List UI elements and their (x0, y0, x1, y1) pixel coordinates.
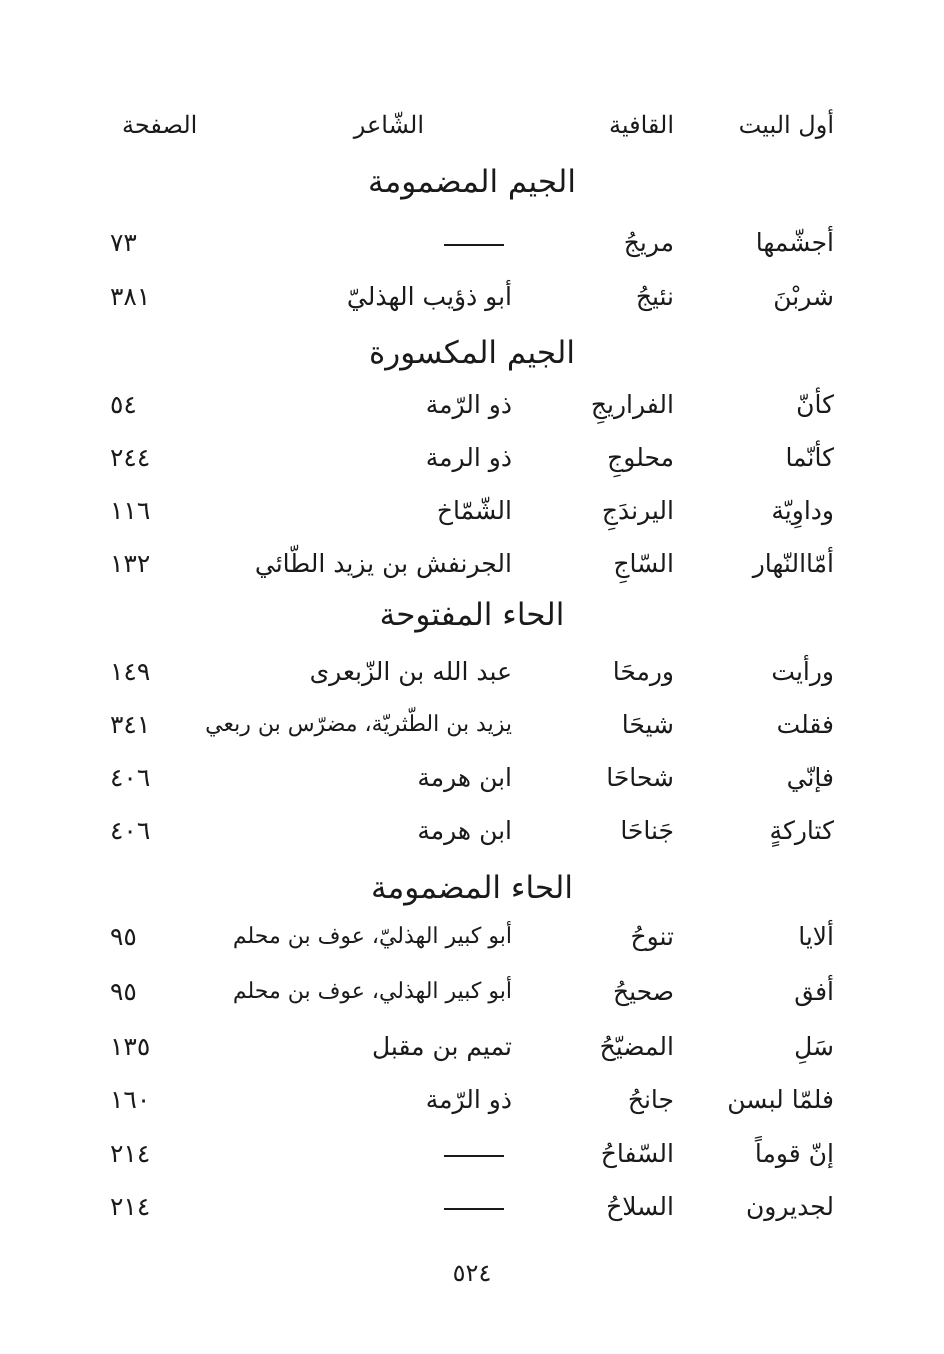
row-rhyme: شيحَا (621, 710, 674, 739)
row-rhyme: السلاحُ (606, 1192, 674, 1221)
row-page: ٩٥ (110, 977, 137, 1006)
table-row (0, 1083, 944, 1123)
row-page: ٢٤٤ (110, 443, 151, 472)
row-rhyme: مريجُ (623, 228, 674, 257)
row-page: ١١٦ (110, 496, 151, 525)
row-poet: ابن هرمة (417, 816, 512, 845)
section-title: الحاء المضمومة (371, 870, 573, 906)
row-rhyme: صحيحُ (612, 977, 674, 1006)
table-row (0, 494, 944, 534)
row-start: سَلِ (794, 1032, 834, 1061)
table-row (0, 975, 944, 1015)
row-rhyme: الفراريجِ (590, 390, 674, 419)
column-headers (0, 108, 944, 144)
header-rhyme: القافية (608, 111, 674, 139)
row-start: كأنّما (785, 443, 834, 472)
table-row (0, 814, 944, 854)
blank-dash (444, 1155, 504, 1157)
section-title: الحاء المفتوحة (379, 597, 565, 633)
row-page: ٩٥ (110, 922, 137, 951)
row-start: أمّاالنّهار (752, 549, 834, 578)
row-poet: الجرنفش بن يزيد الطّائي (254, 549, 512, 578)
row-page: ٣٤١ (110, 710, 151, 739)
table-row (0, 280, 944, 320)
section-title: الجيم المضمومة (368, 164, 576, 200)
table-row (0, 920, 944, 960)
row-rhyme: شحاحَا (606, 763, 674, 792)
table-row (0, 547, 944, 587)
row-page: ٧٣ (110, 228, 137, 257)
blank-dash (444, 1208, 504, 1210)
row-page: ٥٤ (110, 390, 137, 419)
row-poet: الشّمّاخ (436, 496, 512, 525)
row-poet-blank (212, 1137, 512, 1171)
row-start: ألايا (798, 922, 834, 951)
table-row (0, 1190, 944, 1230)
row-poet: عبد الله بن الزّبعرى (309, 657, 512, 686)
row-poet: أبو كبير الهذليّ، عوف بن محلم (232, 924, 512, 949)
row-page: ١٦٠ (110, 1085, 151, 1114)
header-poet: الشّاعر (353, 111, 424, 139)
row-start: كأنّ (796, 390, 834, 419)
row-start: فلمّا لبسن (727, 1085, 834, 1114)
table-row (0, 761, 944, 801)
row-start: فقلت (776, 710, 834, 739)
table-row (0, 1030, 944, 1070)
table-row (0, 226, 944, 266)
table-row (0, 1137, 944, 1177)
row-rhyme: المضيّحُ (599, 1032, 674, 1061)
row-rhyme: السّاجِ (613, 549, 674, 578)
table-row (0, 441, 944, 481)
row-poet: ذو الرمة (425, 443, 512, 472)
page-number: ٥٢٤ (452, 1259, 492, 1287)
row-poet: ذو الرّمة (425, 390, 512, 419)
row-rhyme: جَناحَا (620, 816, 674, 845)
row-start: وداوِيّة (771, 496, 834, 525)
row-rhyme: اليرندَجِ (601, 496, 674, 525)
row-rhyme: تنوحُ (630, 922, 674, 951)
row-start: فإنّي (786, 763, 834, 792)
row-rhyme: محلوجِ (607, 443, 674, 472)
row-page: ٤٠٦ (110, 816, 151, 845)
row-start: كتاركةٍ (769, 816, 834, 845)
row-start: أفق (794, 977, 834, 1006)
row-rhyme: ورمحَا (612, 657, 674, 686)
row-rhyme: جانحُ (627, 1085, 674, 1114)
header-start: أول البيت (738, 111, 834, 139)
table-row (0, 388, 944, 428)
row-page: ٢١٤ (110, 1139, 151, 1168)
header-page: الصفحة (122, 111, 198, 139)
row-poet: أبو ذؤيب الهذليّ (346, 282, 512, 311)
section-title: الجيم المكسورة (369, 335, 575, 371)
row-page: ٣٨١ (110, 282, 151, 311)
row-poet: تميم بن مقبل (372, 1032, 512, 1061)
row-page: ٢١٤ (110, 1192, 151, 1221)
row-start: إنّ قوماً (754, 1139, 834, 1168)
row-page: ٤٠٦ (110, 763, 151, 792)
row-page: ١٣٢ (110, 549, 151, 578)
row-poet: يزيد بن الطّثريّة، مضرّس بن ربعي (205, 712, 512, 737)
row-poet: ابن هرمة (417, 763, 512, 792)
row-rhyme: نئيجُ (635, 282, 674, 311)
table-row (0, 655, 944, 695)
row-poet-blank (212, 1190, 512, 1224)
row-start: لجديرون (745, 1192, 834, 1221)
row-poet: ذو الرّمة (425, 1085, 512, 1114)
row-start: شربْنَ (773, 282, 834, 311)
row-start: أجشّمها (755, 228, 834, 257)
row-poet: أبو كبير الهذلي، عوف بن محلم (232, 979, 512, 1004)
row-start: ورأيت (771, 657, 834, 686)
table-row (0, 708, 944, 748)
row-poet-blank (212, 226, 512, 260)
blank-dash (444, 244, 504, 246)
row-page: ١٤٩ (110, 657, 151, 686)
row-page: ١٣٥ (110, 1032, 151, 1061)
row-rhyme: السّفاحُ (600, 1139, 674, 1168)
